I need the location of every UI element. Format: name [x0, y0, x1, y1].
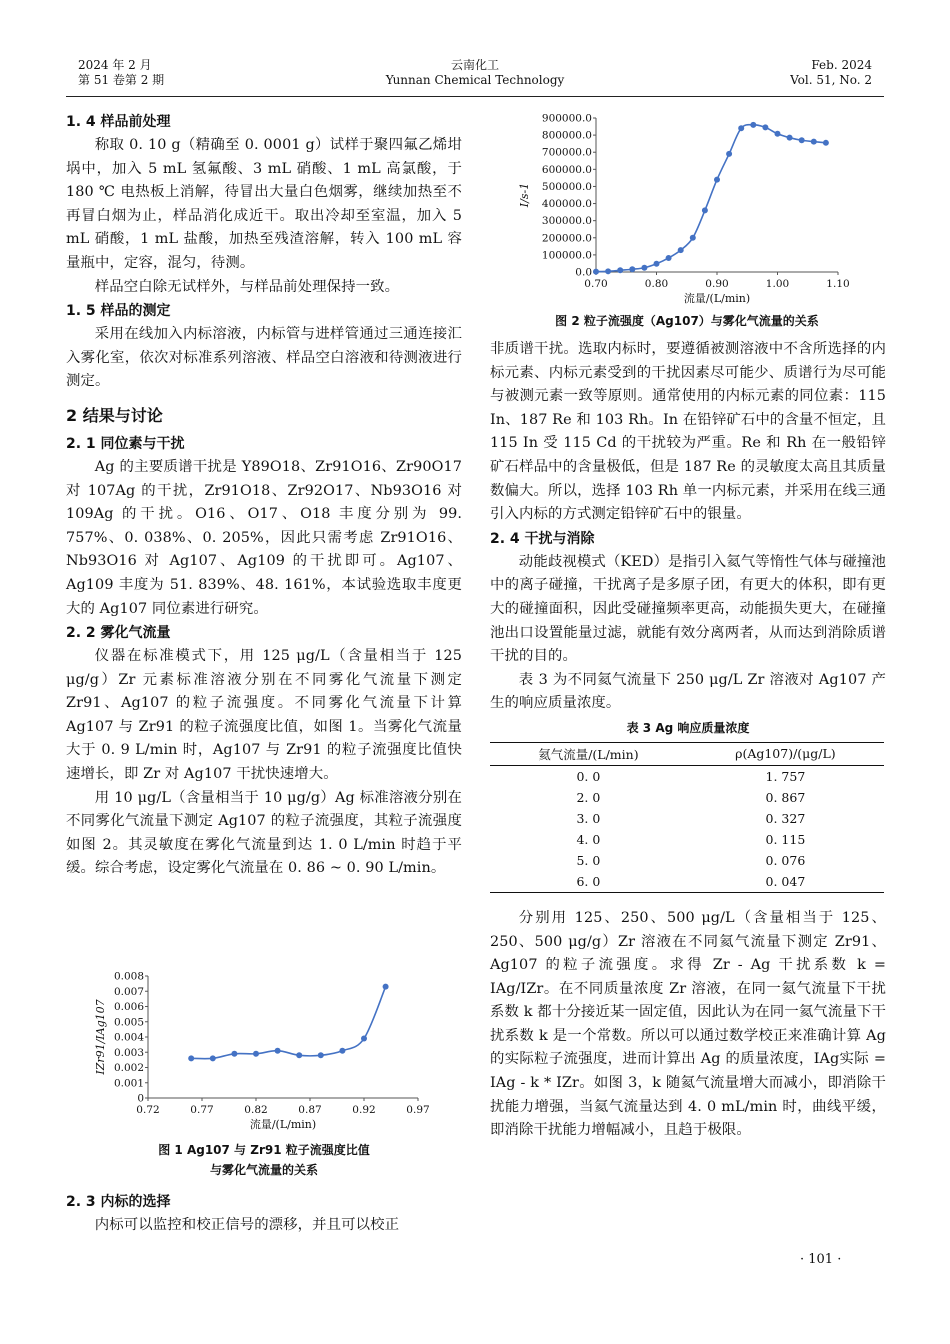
- x-tick-label: 0.72: [136, 1104, 160, 1116]
- x-tick-label: 0.90: [705, 278, 729, 290]
- table-cell: 0. 047: [687, 871, 884, 893]
- x-tick-label: 0.77: [190, 1104, 214, 1116]
- table-header-cell: ρ(Ag107)/(μg/L): [687, 742, 884, 765]
- x-tick-label: 0.70: [584, 278, 608, 290]
- figure-2-caption: 图 2 粒子流强度（Ag107）与雾化气流量的关系: [555, 314, 819, 328]
- x-tick-label: 1.00: [765, 278, 790, 290]
- data-point: [383, 984, 389, 990]
- data-point: [750, 122, 756, 128]
- y-tick-label: 0.008: [113, 970, 144, 983]
- y-axis-label: I/s-1: [518, 182, 531, 208]
- table-row: [490, 850, 884, 871]
- section-2-1-para-1: Ag 的主要质谱干扰是 Y89O18、Zr91O16、Zr90O17 对 107Ag 的干扰，Zr91O18、Zr92O17、Nb93O16 对 109Ag 的干扰。O16、O17、O18 丰度分别为 99. 757%、0. 038%、0. 205%，因此只需考虑 Zr91O16、Nb93O16 对 Ag107、Ag109 的干扰即可。Ag107、Ag109 丰度为 51. 839%、48. 161%，本试验选取丰度更大的 Ag107 同位素进行研究。: [66, 458, 462, 617]
- y-tick-label: 0.004: [113, 1031, 144, 1044]
- y-tick-label: 0.0: [575, 266, 592, 279]
- section-2-title: 2 结果与讨论: [66, 405, 163, 425]
- section-1-4-title: 1. 4 样品前处理: [66, 114, 171, 130]
- figure-1-caption: [66, 1140, 462, 1180]
- section-2-4-para-2: 表 3 为不同氦气流量下 250 μg/L Zr 溶液对 Ag107 产生的响应质量浓度。: [490, 671, 886, 712]
- data-point: [253, 1051, 259, 1057]
- y-tick-label: 0.002: [113, 1062, 144, 1074]
- y-tick-label: 200000.0: [541, 232, 592, 245]
- x-tick-label: 1.10: [826, 278, 850, 290]
- data-point: [799, 137, 805, 143]
- header-center: [375, 58, 575, 88]
- y-tick-label: 0.006: [113, 1001, 144, 1013]
- table-cell: 1. 757: [765, 768, 806, 784]
- table-cell: 3. 0: [576, 810, 601, 826]
- x-tick-label: 0.82: [244, 1104, 268, 1116]
- data-point: [654, 261, 660, 267]
- table-row: [490, 787, 884, 808]
- data-point: [275, 1048, 281, 1054]
- table-row: [490, 765, 884, 787]
- left-column-bottom: [66, 1190, 462, 1238]
- data-point: [210, 1055, 216, 1061]
- section-2-4-title: 2. 4 干扰与消除: [490, 530, 595, 547]
- series-line: [596, 125, 826, 272]
- table-cell: 6. 0: [490, 871, 687, 893]
- section-2-2-para-2: 用 10 μg/L（含量相当于 10 μg/g）Ag 标准溶液分别在不同雾化气流量下测定 Ag107 的粒子流强度，其粒子流强度如图 2。其灵敏度在雾化气流量到达 1. 0 L/min 时趋于平缓。综合考虑，设定雾化气流量在 0. 86 ~ 0. 90 L/min。: [66, 789, 462, 877]
- x-tick-label: 0.92: [352, 1104, 376, 1116]
- data-point: [690, 235, 696, 241]
- data-point: [738, 125, 744, 131]
- data-point: [605, 268, 611, 274]
- left-column: [66, 110, 462, 881]
- section-2-2-title: 2. 2 雾化气流量: [66, 625, 171, 642]
- data-point: [762, 124, 768, 130]
- table-row: [490, 808, 884, 829]
- section-2-2-para-1: 仪器在标准模式下，用 125 μg/L（含量相当于 125 μg/g）Zr 元素标准溶液分别在不同雾化气流量下测定 Zr91、Ag107 的粒子流强度。不同雾化气流量下计算 Ag107 与 Zr91 的粒子流强度比值，如图 1。当雾化气流量大于 0. 9 L/min 时，Ag107 与 Zr91 的粒子流强度比值快速增长，即 Zr 对 Ag107 干扰快速增大。: [66, 648, 462, 783]
- y-tick-label: 900000.0: [541, 112, 592, 125]
- y-tick-label: 100000.0: [541, 249, 592, 262]
- header-date-en: Feb. 2024: [811, 58, 872, 72]
- x-axis-label: 流量/(L/min): [249, 1118, 317, 1131]
- table-row: [490, 871, 884, 893]
- table-cell: 5. 0: [576, 852, 601, 868]
- y-tick-label: 0.003: [113, 1046, 144, 1059]
- table-3: [490, 742, 884, 893]
- header-volume-en: Vol. 51, No. 2: [790, 73, 872, 87]
- figure-1-chart: [66, 962, 462, 1142]
- section-2-3-para-2: 非质谱干扰。选取内标时，要遵循被测溶液中不含所选择的内标元素、内标元素受到的干扰因素尽可能少、质谱行为尽可能与被测元素一致等原则。通常使用的内标元素的同位素：115 In、187 Re 和 103 Rh。In 在铅锌矿石中的含量不恒定，且 115 In 受 115 Cd 的干扰较为严重。Re 和 Rh 在一般铅锌矿石样品中的含量极低，但是 187 Re 的灵敏度太高且其质量数偏大。所以，选择 103 Rh 单一内标元素，并采用在线三通引入内标的方式测定铅锌矿石中的银量。: [490, 341, 886, 523]
- data-point: [188, 1055, 194, 1061]
- section-2-4-para-3: 分别用 125、250、500 μg/L（含量相当于 125、250、500 μg/g）Zr 溶液在不同氦气流量下测定 Zr91、Ag107 的粒子流强度。求得 Zr - Ag 干扰系数 k = IAg/IZr。在不同质量浓度 Zr 溶液，在同一氦气流量下干扰系数 k 都十分接近某一固定值，因此认为在同一氦气流量下干扰系数 k 是一个常数。所以可以通过数学校正来准确计算 Ag 的实际粒子流强度，进而计算出 Ag 的质量浓度，IAg实际 = IAg - k * IZr。如图 3，k 随氦气流量增大而减小，即消除干扰能力增强，当氦气流量达到 4. 0 mL/min 时，曲线平缓，即消除干扰能力增幅减小，且趋于极限。: [490, 909, 886, 1139]
- data-point: [641, 265, 647, 271]
- y-tick-label: 300000.0: [541, 215, 592, 228]
- y-tick-label: 0.001: [113, 1077, 144, 1090]
- data-point: [811, 139, 817, 145]
- table-cell: 0. 867: [765, 789, 806, 805]
- data-point: [231, 1051, 237, 1057]
- section-2-4-para-1: 动能歧视模式（KED）是指引入氦气等惰性气体与碰撞池中的离子碰撞，干扰离子是多原子团，有更大的体积，即有更大的碰撞面积，因此受碰撞频率更高，动能损失更大，在碰撞池出口设置能量过滤，就能有效分离两者，从而达到消除质谱干扰的目的。: [490, 553, 886, 665]
- series-line: [191, 987, 385, 1059]
- data-point: [318, 1052, 324, 1058]
- header-left: [78, 58, 164, 88]
- table-cell: 0. 076: [765, 852, 806, 868]
- data-point: [726, 151, 732, 157]
- x-tick-label: 0.80: [644, 278, 669, 290]
- table-cell: 0. 115: [765, 831, 806, 847]
- data-point: [823, 140, 829, 146]
- data-point: [787, 135, 793, 141]
- table-cell: 2. 0: [576, 789, 601, 805]
- y-tick-label: 0.005: [113, 1016, 144, 1029]
- table-cell: 4. 0: [576, 831, 601, 847]
- x-tick-label: 0.97: [406, 1104, 430, 1116]
- x-tick-label: 0.87: [298, 1104, 322, 1116]
- y-axis-label: IZr91/IAg107: [94, 999, 107, 1075]
- y-tick-label: 600000.0: [541, 163, 592, 176]
- journal-title-en: Yunnan Chemical Technology: [385, 73, 565, 87]
- x-axis-label: 流量/(L/min): [683, 292, 751, 305]
- section-1-5-para-1: 采用在线加入内标溶液，内标管与进样管通过三通连接汇入雾化室，依次对标准系列溶液、样品空白溶液和待测液进行测定。: [66, 326, 462, 390]
- table-header-cell: 氦气流量/(L/min): [490, 742, 687, 765]
- figure-1-caption-line-2: 与雾化气流量的关系: [209, 1163, 318, 1177]
- section-1-5-title: 1. 5 样品的测定: [66, 303, 171, 320]
- data-point: [593, 269, 599, 275]
- y-tick-label: 400000.0: [541, 198, 592, 211]
- header-rule: [66, 96, 884, 97]
- section-2-1-title: 2. 1 同位素与干扰: [66, 435, 185, 452]
- section-2-3-para-1: 内标可以监控和校正信号的漂移，并且可以校正: [94, 1217, 400, 1233]
- y-tick-label: 500000.0: [541, 180, 592, 193]
- table-3-caption: 表 3 Ag 响应质量浓度: [626, 720, 750, 735]
- data-point: [361, 1036, 367, 1042]
- page-number: · 101 ·: [800, 1252, 842, 1267]
- table-cell: 0. 0: [576, 768, 601, 784]
- right-column: [490, 338, 886, 1143]
- y-tick-label: 0: [137, 1092, 144, 1105]
- data-point: [617, 267, 623, 273]
- y-tick-label: 800000.0: [541, 129, 592, 142]
- data-point: [339, 1048, 345, 1054]
- figure-1-caption-line-1: 图 1 Ag107 与 Zr91 粒子流强度比值: [158, 1143, 370, 1157]
- table-row: [490, 829, 884, 850]
- y-tick-label: 0.007: [113, 985, 144, 998]
- header-volume: 第 51 卷第 2 期: [78, 73, 165, 87]
- section-1-4-para-2: 样品空白除无试样外，与样品前处理保持一致。: [94, 278, 400, 295]
- section-1-4-para-1: 称取 0. 10 g（精确至 0. 0001 g）试样于聚四氟乙烯坩埚中，加入 5 mL 氢氟酸、3 mL 硝酸、1 mL 高氯酸，于 180 ℃ 电热板上消解，待冒出大量白色烟雾，继续加热至不再冒白烟为止，样品消化成近干。取出冷却至室温，加入 5 mL 硝酸，1 mL 盐酸，加热至残渣溶解，转入 100 mL 容量瓶中，定容，混匀，待测。: [66, 137, 462, 271]
- header-right: [700, 58, 872, 88]
- data-point: [714, 177, 720, 183]
- section-2-3-title: 2. 3 内标的选择: [66, 1194, 171, 1210]
- data-point: [775, 131, 781, 137]
- data-point: [629, 266, 635, 272]
- data-point: [702, 207, 708, 213]
- header-date: 2024 年 2 月: [78, 58, 152, 72]
- journal-title-cn: 云南化工: [450, 58, 499, 72]
- y-tick-label: 700000.0: [541, 146, 592, 159]
- data-point: [296, 1052, 302, 1058]
- figure-2-chart: [490, 108, 884, 310]
- table-cell: 0. 327: [765, 810, 806, 826]
- data-point: [666, 255, 672, 261]
- table-header-row: [490, 742, 884, 765]
- data-point: [678, 247, 684, 253]
